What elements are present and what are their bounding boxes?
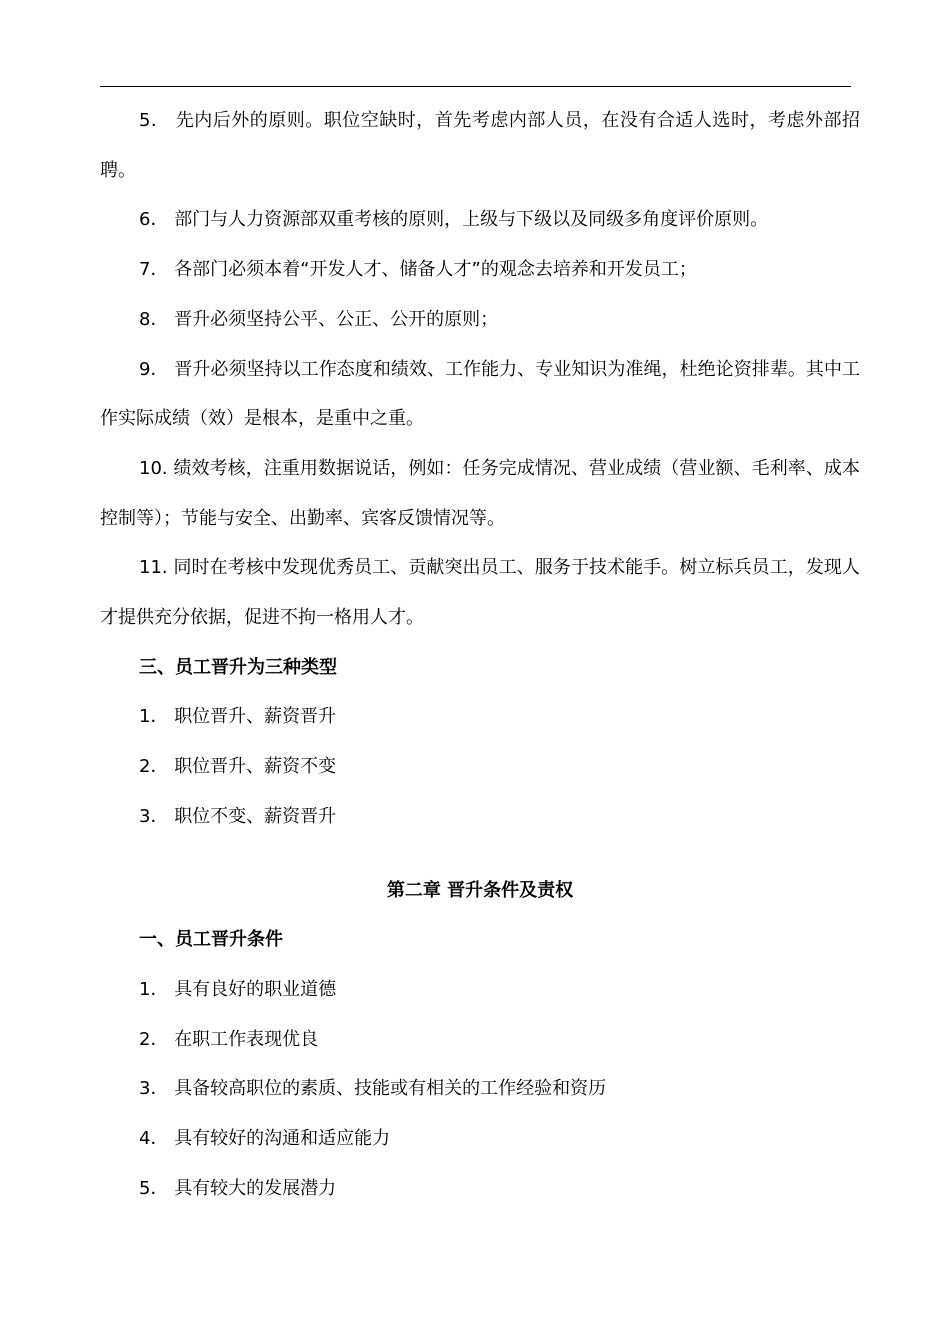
condition-item-4 <box>100 1114 860 1164</box>
item-number: 10. <box>139 457 168 479</box>
item-text: 晋升必须坚持以工作态度和绩效、工作能力、专业知识为准绳，杜绝论资排辈。其中工作实际成绩（效）是根本，是重中之重。 <box>100 358 861 430</box>
condition-item-1 <box>100 965 860 1015</box>
principle-item-8 <box>100 295 860 345</box>
section-heading-promotion-types: 三、员工晋升为三种类型 <box>139 656 337 678</box>
principle-item-5 <box>100 96 860 195</box>
item-number: 4． <box>139 1128 169 1150</box>
item-text: 职位晋升、薪资不变 <box>174 756 337 778</box>
item-number: 5． <box>139 1177 169 1199</box>
item-text: 职位不变、薪资晋升 <box>174 805 337 827</box>
section-heading-promotion-conditions: 一、员工晋升条件 <box>139 929 283 951</box>
item-number: 8． <box>139 308 169 330</box>
item-number: 2． <box>139 1028 169 1050</box>
item-number: 6． <box>139 209 169 231</box>
item-text: 先内后外的原则。职位空缺时，首先考虑内部人员，在没有合适人选时，考虑外部招聘。 <box>100 110 860 181</box>
item-text: 具有较大的发展潜力 <box>174 1177 337 1199</box>
principle-item-6 <box>100 195 860 245</box>
item-text: 具有较好的沟通和适应能力 <box>174 1128 391 1150</box>
chapter-title: 第二章 晋升条件及责权 <box>386 879 574 901</box>
item-text: 具备较高职位的素质、技能或有相关的工作经验和资历 <box>174 1078 607 1100</box>
header-rule <box>100 86 851 87</box>
principle-item-9 <box>100 345 860 444</box>
promotion-type-item-2 <box>100 742 860 792</box>
item-text: 绩效考核，注重用数据说话，例如：任务完成情况、营业成绩（营业额、毛利率、成本控制等）；节能与安全、出勤率、宾客反馈情况等。 <box>100 457 860 529</box>
condition-item-5 <box>100 1164 860 1214</box>
promotion-type-item-1 <box>100 692 860 742</box>
item-number: 1． <box>139 706 169 728</box>
principle-item-11 <box>100 543 860 642</box>
item-text: 晋升必须坚持公平、公正、公开的原则； <box>174 308 499 330</box>
condition-item-2 <box>100 1015 860 1065</box>
condition-item-3 <box>100 1064 860 1114</box>
item-number: 7． <box>139 259 169 281</box>
item-number: 9． <box>139 358 169 380</box>
item-text: 各部门必须本着“开发人才、储备人才”的观念去培养和开发员工； <box>174 259 697 281</box>
item-number: 5． <box>139 110 170 131</box>
item-number: 3． <box>139 805 169 827</box>
item-number: 2． <box>139 756 169 778</box>
principle-item-7 <box>100 245 860 295</box>
item-number: 1． <box>139 978 169 1000</box>
item-text: 在职工作表现优良 <box>174 1028 319 1050</box>
item-text: 职位晋升、薪资晋升 <box>174 706 337 728</box>
item-text: 部门与人力资源部双重考核的原则，上级与下级以及同级多角度评价原则。 <box>174 209 769 231</box>
document-body <box>100 96 860 1213</box>
item-text: 具有良好的职业道德 <box>174 978 337 1000</box>
promotion-type-item-3 <box>100 792 860 842</box>
item-number: 3． <box>139 1078 169 1100</box>
item-number: 11. <box>139 557 168 579</box>
principle-item-10 <box>100 444 860 543</box>
item-text: 同时在考核中发现优秀员工、贡献突出员工、服务于技术能手。树立标兵员工，发现人才提供充分依据，促进不拘一格用人才。 <box>100 557 860 629</box>
